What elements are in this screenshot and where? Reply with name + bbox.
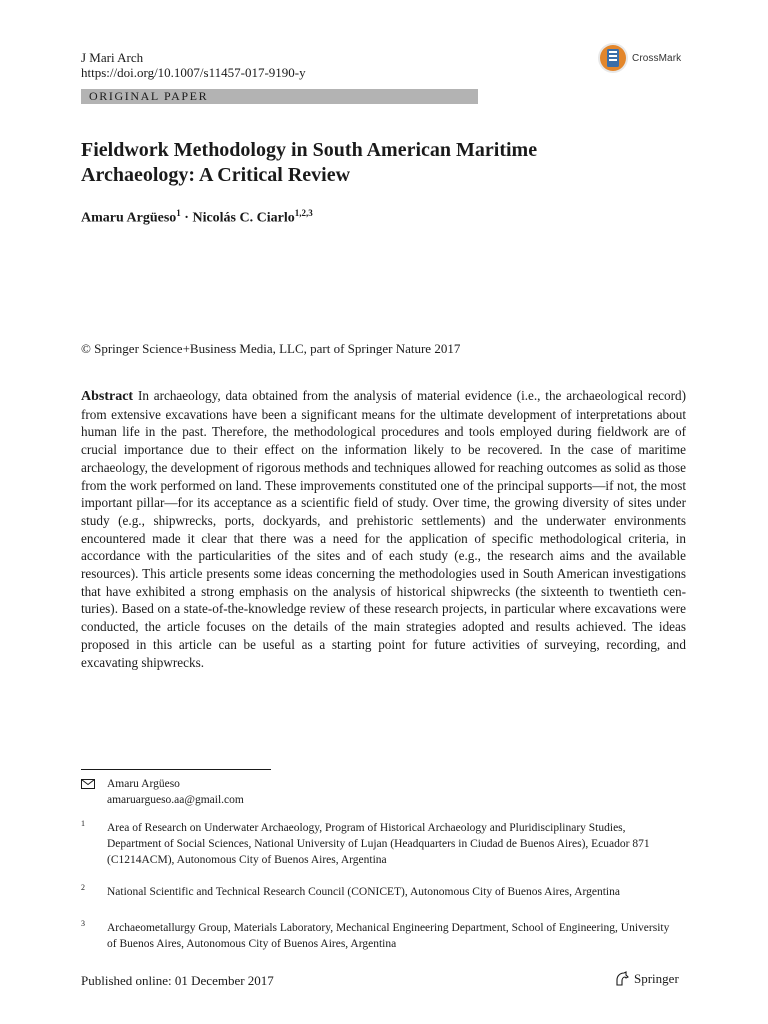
affiliation-number: 3 bbox=[81, 919, 85, 928]
publisher-logo bbox=[614, 971, 679, 987]
publisher-name: Springer bbox=[634, 971, 679, 986]
title-line-2: Archaeology: A Critical Review bbox=[81, 164, 351, 186]
copyright-notice: © Springer Science+Business Media, LLC, part of Springer Nature 2017 bbox=[81, 341, 461, 356]
abstract-label: Abstract bbox=[81, 389, 134, 404]
affiliation-number: 2 bbox=[81, 883, 85, 892]
article-title bbox=[81, 138, 681, 188]
correspondence-block bbox=[81, 776, 244, 808]
affiliation-text: National Scientific and Technical Research Council (CONICET), Autonomous City of Buenos Aires, Argentina bbox=[107, 886, 620, 898]
affiliation-text: Area of Research on Underwater Archaeology, Program of Historical Archaeology and Pluridisciplinary Studies, Department of Social Sciences, National University of Lujan (Headquarters in Ciudad de Buenos Aires), Ecuador 871 (C1214ACM), Autonomous City of Buenos Aires, Argentina bbox=[107, 822, 650, 866]
author-separator: · bbox=[180, 210, 193, 226]
springer-horse-icon bbox=[614, 971, 630, 987]
author-list bbox=[81, 208, 313, 227]
journal-name: J Mari Arch bbox=[81, 50, 144, 65]
title-line-1: Fieldwork Methodology in South American Maritime bbox=[81, 139, 538, 161]
correspondence-name: Amaru Argüeso bbox=[107, 778, 180, 790]
section-band bbox=[81, 89, 478, 104]
affiliation-text: Archaeometallurgy Group, Materials Laboratory, Mechanical Engineering Department, School of Engineering, University of Buenos Aires, Autonomous City of Buenos Aires, Argentina bbox=[107, 922, 670, 950]
correspondence-email[interactable]: amaruargueso.aa@gmail.com bbox=[107, 794, 244, 806]
abstract-text: In archaeology, data obtained from the analysis of material evidence (i.e., the archaeological record) from extensive excavations have been a significant means for the ultimate development of interpretations about human life in the past. Therefore, the methodological procedures and tools employed during fieldwork are of crucial importance due to their effect on the information likely to be recovered. In the case of maritime archaeology, the development of rigorous methods and techniques allowed for reaching outcomes as solid as those from the work performed on land. These improvements constituted one of the principal supports—if not, the most important pillar—for its acceptance as a scientific field of study. Over time, the growing diversity of sites under study (e.g., shipwrecks, ports, dockyards, and prehistoric settlements) and the underwater environments encountered made it clear that there was a need for the application of specific methodological criteria, in accordance with the particularities of the sites and of each study (e.g., the research aims and the available resources). This article presents some ideas concerning the methodologies used in South American investigations that have exhibited a strong emphasis on the analysis of historical shipwrecks (the sixteenth to twentieth centuries). Based on a state-of-the-knowledge review of these research projects, in particular where excavations were conducted, the article focuses on the details of the main strategies adopted and results achieved. The ideas proposed in this article can be useful as a starting point for future activities of surveying, recording, and excavating shipwrecks. bbox=[81, 388, 686, 670]
crossmark-badge[interactable] bbox=[597, 42, 681, 74]
author-affil-sup: 1 bbox=[176, 208, 181, 218]
crossmark-icon bbox=[597, 42, 629, 74]
author-affil-sup: 1,2,3 bbox=[294, 208, 313, 218]
author-name[interactable]: Nicolás C. Ciarlo bbox=[192, 210, 295, 226]
envelope-icon bbox=[81, 779, 95, 789]
crossmark-label: CrossMark bbox=[632, 52, 682, 64]
abstract bbox=[81, 387, 686, 671]
published-date: Published online: 01 December 2017 bbox=[81, 973, 274, 988]
affiliation-2 bbox=[81, 884, 681, 900]
doi-link[interactable]: https://doi.org/10.1007/s11457-017-9190-y bbox=[81, 65, 306, 80]
footnote-rule bbox=[81, 769, 271, 770]
journal-header bbox=[81, 50, 306, 80]
affiliation-number: 1 bbox=[81, 819, 85, 828]
affiliation-3 bbox=[81, 920, 681, 952]
affiliation-1 bbox=[81, 820, 681, 868]
section-label: ORIGINAL PAPER bbox=[89, 89, 209, 103]
author-name[interactable]: Amaru Argüeso bbox=[81, 210, 177, 226]
